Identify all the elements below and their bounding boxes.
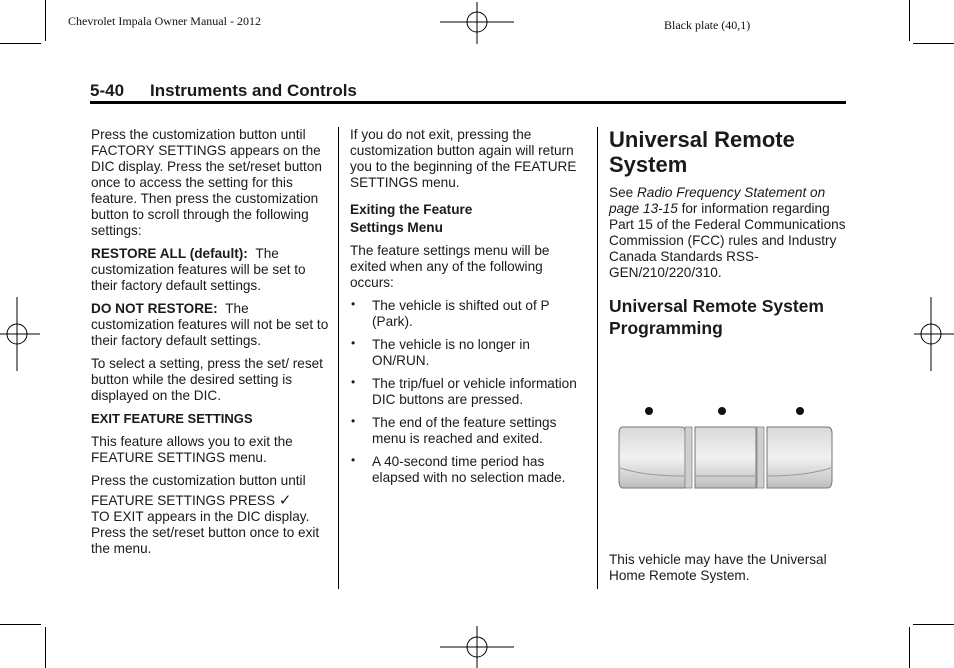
press-line-1: Press the customization button until: [91, 473, 306, 488]
registration-mark-right: [914, 297, 954, 371]
plate-label: Black plate (40,1): [664, 18, 751, 32]
page-title: Universal Remote System: [609, 127, 795, 177]
press-line-rest: TO EXIT appears in the DIC display. Press the set/reset button once to exit the menu.: [91, 509, 320, 556]
crop-mark: [913, 43, 954, 44]
section-heading: [90, 81, 357, 101]
indicator-dot-icon: [718, 407, 726, 415]
column-1: [91, 127, 329, 557]
crop-mark: [45, 627, 46, 668]
paragraph: To select a setting, press the set/ reset button while the desired setting is displayed on the DIC.: [91, 356, 323, 403]
registration-mark-top: [440, 2, 514, 44]
crop-mark: [45, 0, 46, 41]
registration-mark-left: [0, 297, 40, 371]
list-item: • The end of the feature settings menu is reached and exited.: [350, 415, 588, 447]
do-not-restore-paragraph: [91, 301, 329, 349]
registration-mark-bottom: [440, 626, 514, 668]
crop-mark: [909, 0, 910, 41]
crop-mark: [913, 624, 954, 625]
page-number: 5-40: [90, 81, 125, 100]
see-paragraph: [609, 185, 849, 281]
crop-mark: [0, 624, 41, 625]
restore-all-label: RESTORE ALL (default):: [91, 246, 248, 261]
crop-mark: [909, 627, 910, 668]
section-rule: [90, 101, 846, 104]
remote-button-3: [767, 427, 832, 488]
do-not-restore-label: DO NOT RESTORE:: [91, 301, 218, 316]
manual-title: Chevrolet Impala Owner Manual - 2012: [68, 14, 261, 28]
section-title: Instruments and Controls: [150, 81, 357, 100]
see-prefix: See: [609, 185, 637, 200]
column-3: [609, 127, 849, 339]
crop-mark: [0, 43, 41, 44]
restore-all-paragraph: [91, 246, 329, 294]
list-item: • The vehicle is shifted out of P (Park).: [350, 298, 588, 330]
restore-all-text: The customization features will be set to their factory default settings.: [91, 246, 306, 293]
column-divider: [597, 127, 598, 589]
remote-buttons-illustration: [615, 400, 840, 495]
subtitle: Universal Remote System Programming: [609, 296, 824, 338]
column-2: [350, 127, 588, 493]
remote-button-1: [619, 427, 685, 488]
paragraph: Press the customization button until FACTORY SETTINGS appears on the DIC display. Press the set/reset button once to access the setting for this feature. Then press the customization button to scroll through the following settings:: [91, 127, 322, 238]
exit-heading: EXIT FEATURE SETTINGS: [91, 411, 253, 426]
press-line-2: FEATURE SETTINGS PRESS: [91, 493, 276, 508]
cross-reference: Radio Frequency Statement on page 13-15: [609, 185, 826, 216]
check-icon: ✓: [278, 492, 292, 509]
column-divider: [338, 127, 339, 589]
remote-button-2: [695, 427, 756, 488]
paragraph: The feature settings menu will be exited when any of the following occurs:: [350, 243, 550, 290]
paragraph: If you do not exit, pressing the customization button again will return you to the beginning of the FEATURE SETTINGS menu.: [350, 127, 577, 190]
caption: This vehicle may have the Universal Home Remote System.: [609, 552, 827, 583]
list-item: • The trip/fuel or vehicle information DIC buttons are pressed.: [350, 376, 588, 408]
see-suffix: for information regarding Part 15 of the Federal Communications Commission (FCC) rules and Industry Canada Standards RSS-GEN/210/220/310.: [609, 201, 846, 280]
paragraph: This feature allows you to exit the FEATURE SETTINGS menu.: [91, 434, 293, 465]
bullet-list: [350, 298, 588, 486]
exiting-subheading: Exiting the Feature Settings Menu: [350, 202, 473, 235]
list-item: • The vehicle is no longer in ON/RUN.: [350, 337, 588, 369]
indicator-dot-icon: [796, 407, 804, 415]
press-paragraph: [91, 473, 329, 557]
list-item: • A 40-second time period has elapsed with no selection made.: [350, 454, 588, 486]
do-not-restore-text: The customization features will not be set to their factory default settings.: [91, 301, 329, 348]
indicator-dot-icon: [645, 407, 653, 415]
